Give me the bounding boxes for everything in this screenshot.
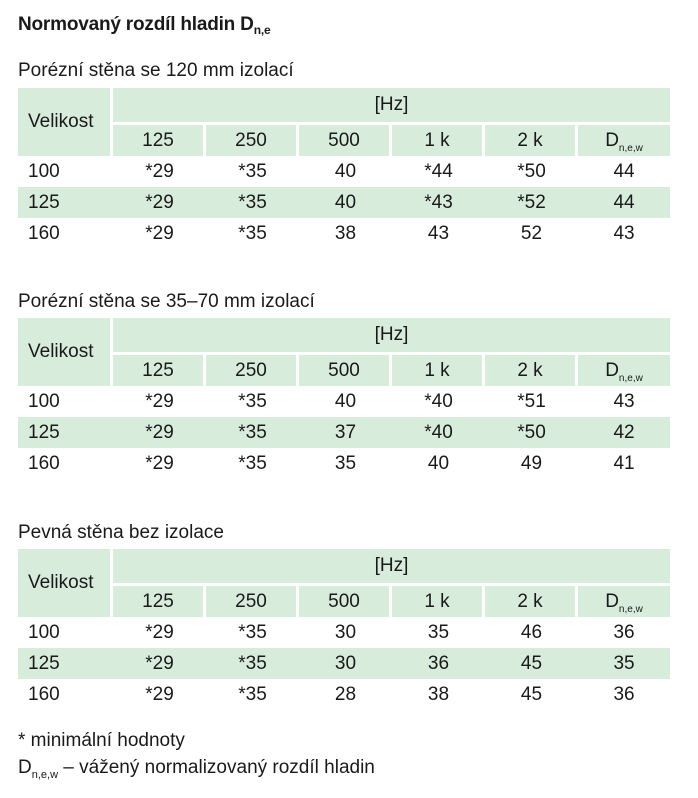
section-title: Porézní stěna se 120 mm izolací <box>18 60 294 81</box>
header-velikost: Velikost <box>18 88 113 156</box>
header-velikost: Velikost <box>18 549 113 617</box>
section-title: Porézní stěna se 35–70 mm izolací <box>18 291 315 312</box>
table-cell: *40 <box>424 390 453 412</box>
table-cell: *29 <box>113 187 206 218</box>
table-cell: *35 <box>206 648 299 679</box>
table-cell: *29 <box>145 683 174 705</box>
table-cell: *50 <box>517 160 546 182</box>
footnote-minimal: * minimální hodnoty <box>18 730 185 751</box>
table-cell: 28 <box>334 683 357 705</box>
table-cell: 35 <box>427 621 450 643</box>
table-cell: 30 <box>299 648 392 679</box>
header-frequency: $D_{n,e,w}$ <box>578 355 670 386</box>
table-cell: 43 <box>427 222 450 244</box>
table-cell: 30 <box>334 621 357 643</box>
table-row <box>18 218 670 249</box>
table-cell: 42 <box>578 417 670 448</box>
header-frequency: 2 k <box>485 355 578 386</box>
table-cell: 40 <box>427 452 450 474</box>
table-cell: *50 <box>485 417 578 448</box>
table-cell: 46 <box>520 621 543 643</box>
level-difference-table <box>18 88 670 249</box>
table-cell: 49 <box>520 452 543 474</box>
table-cell: 36 <box>613 683 635 705</box>
table-row <box>18 187 670 218</box>
header-frequency: 2 k <box>485 125 578 156</box>
table-cell: 40 <box>299 187 392 218</box>
table-cell: 35 <box>334 452 357 474</box>
table-cell: *29 <box>145 452 174 474</box>
header-frequency: $D_{n,e,w}$ <box>578 125 670 156</box>
header-frequency: $D_{n,e,w}$ <box>578 586 670 617</box>
header-frequency: 250 <box>206 125 299 156</box>
table-cell: *35 <box>238 452 267 474</box>
row-size: 100 <box>28 160 60 182</box>
table-cell: 44 <box>578 187 670 218</box>
row-size: 100 <box>28 390 60 412</box>
header-hz: [Hz] <box>113 549 670 586</box>
table-cell: 38 <box>334 222 357 244</box>
page-title: Normovaný rozdíl hladin $D_{n,e}$ <box>18 14 271 37</box>
header-hz: [Hz] <box>113 88 670 125</box>
table-cell: *35 <box>238 621 267 643</box>
table-cell: *29 <box>113 648 206 679</box>
header-frequency: 125 <box>113 355 206 386</box>
table-cell: 43 <box>613 390 635 412</box>
table-cell: *35 <box>238 683 267 705</box>
table-cell: 36 <box>613 621 635 643</box>
table-row <box>18 679 670 710</box>
table-cell: 40 <box>334 390 357 412</box>
table-cell: *35 <box>238 222 267 244</box>
table-cell: *35 <box>238 390 267 412</box>
header-frequency: 125 <box>113 125 206 156</box>
row-size: 160 <box>28 222 60 244</box>
table-cell: *40 <box>392 417 485 448</box>
header-frequency: 500 <box>299 586 392 617</box>
table-cell: *43 <box>392 187 485 218</box>
table-cell: 36 <box>392 648 485 679</box>
table-cell: *29 <box>145 621 174 643</box>
header-frequency: 125 <box>113 586 206 617</box>
header-frequency: 250 <box>206 586 299 617</box>
row-size: 125 <box>18 648 113 679</box>
table-row <box>18 648 670 679</box>
level-difference-table <box>18 549 670 710</box>
table-row <box>18 448 670 479</box>
level-difference-table <box>18 318 670 479</box>
header-frequency: 1 k <box>392 586 485 617</box>
table-row <box>18 617 670 648</box>
section-title: Pevná stěna bez izolace <box>18 522 224 543</box>
header-frequency: 500 <box>299 125 392 156</box>
table-cell: *35 <box>238 160 267 182</box>
header-frequency: 250 <box>206 355 299 386</box>
table-row <box>18 417 670 448</box>
table-cell: *51 <box>517 390 546 412</box>
row-size: 160 <box>28 683 60 705</box>
table-cell: *29 <box>145 390 174 412</box>
header-frequency: 1 k <box>392 125 485 156</box>
table-cell: *29 <box>145 222 174 244</box>
header-frequency: 2 k <box>485 586 578 617</box>
table-cell: 41 <box>613 452 635 474</box>
table-cell: *44 <box>424 160 453 182</box>
row-size: 100 <box>28 621 60 643</box>
header-frequency: 1 k <box>392 355 485 386</box>
table-cell: *52 <box>485 187 578 218</box>
table-cell: 38 <box>427 683 450 705</box>
table-cell: 44 <box>613 160 635 182</box>
table-cell: *35 <box>206 187 299 218</box>
table-cell: 45 <box>485 648 578 679</box>
table-cell: 43 <box>613 222 635 244</box>
row-size: 125 <box>18 187 113 218</box>
table-cell: *29 <box>113 417 206 448</box>
table-cell: *29 <box>145 160 174 182</box>
table-cell: 35 <box>578 648 670 679</box>
table-row <box>18 156 670 187</box>
header-velikost: Velikost <box>18 318 113 386</box>
table-cell: 45 <box>520 683 543 705</box>
table-cell: 52 <box>520 222 543 244</box>
header-hz: [Hz] <box>113 318 670 355</box>
footnote-dnew: $D_{n,e,w}$ – vážený normalizovaný rozdíl hladin <box>18 757 375 781</box>
table-cell: *35 <box>206 417 299 448</box>
table-row <box>18 386 670 417</box>
row-size: 125 <box>18 417 113 448</box>
header-frequency: 500 <box>299 355 392 386</box>
table-cell: 40 <box>334 160 357 182</box>
row-size: 160 <box>28 452 60 474</box>
table-cell: 37 <box>299 417 392 448</box>
